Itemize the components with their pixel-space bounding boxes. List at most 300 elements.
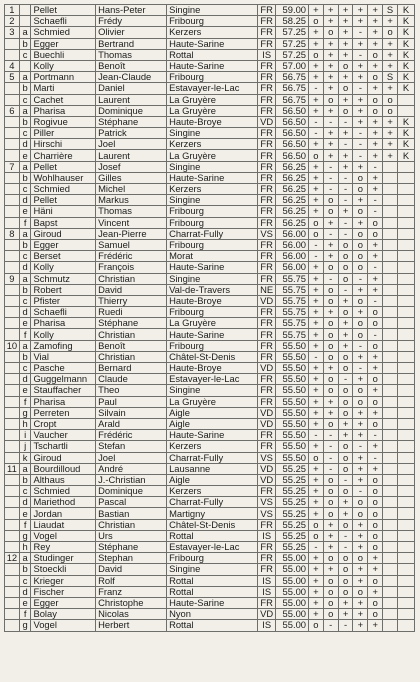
- s5-cell: -: [368, 430, 383, 441]
- s3-cell: -: [338, 374, 353, 385]
- first-name-cell: Christian: [96, 329, 167, 340]
- s4-cell: -: [353, 340, 368, 351]
- s2-cell: +: [323, 564, 338, 575]
- flag-cell: [397, 452, 414, 463]
- score-cell: 55.00: [276, 620, 309, 631]
- rank-cell: [5, 430, 20, 441]
- rank-cell: [5, 542, 20, 553]
- rank-cell: [5, 497, 20, 508]
- s1-cell: o: [309, 530, 324, 541]
- flag-cell: [397, 474, 414, 485]
- s5-cell: +: [368, 172, 383, 183]
- club-cell: Haute-Sarine: [167, 60, 258, 71]
- score-cell: 56.25: [276, 184, 309, 195]
- sub-cell: d: [19, 374, 31, 385]
- s2-cell: o: [323, 329, 338, 340]
- flag-cell: [397, 94, 414, 105]
- sub-cell: [19, 60, 31, 71]
- s1-cell: +: [309, 463, 324, 474]
- flag-cell: [397, 329, 414, 340]
- flag-cell: K: [397, 27, 414, 38]
- s1-cell: +: [309, 172, 324, 183]
- club-cell: Haute-Broye: [167, 363, 258, 374]
- s1-cell: +: [309, 508, 324, 519]
- first-name-cell: Ruedi: [96, 307, 167, 318]
- s4-cell: o: [353, 497, 368, 508]
- s6-cell: [383, 184, 398, 195]
- last-name-cell: Pharisa: [31, 396, 96, 407]
- s3-cell: +: [338, 329, 353, 340]
- s4-cell: o: [353, 396, 368, 407]
- rank-cell: [5, 486, 20, 497]
- s3-cell: -: [338, 474, 353, 485]
- score-cell: 57.25: [276, 27, 309, 38]
- club-cell: Fribourg: [167, 340, 258, 351]
- sub-cell: g: [19, 530, 31, 541]
- club-cell: Haute-Sarine: [167, 262, 258, 273]
- s4-cell: +: [353, 474, 368, 485]
- s3-cell: +: [338, 430, 353, 441]
- s6-cell: o: [383, 94, 398, 105]
- table-row: [5, 340, 415, 351]
- s5-cell: o: [368, 597, 383, 608]
- s1-cell: +: [309, 262, 324, 273]
- s1-cell: o: [309, 217, 324, 228]
- flag-cell: K: [397, 72, 414, 83]
- s6-cell: [383, 519, 398, 530]
- s4-cell: o: [353, 586, 368, 597]
- s4-cell: o: [353, 228, 368, 239]
- s6-cell: [383, 385, 398, 396]
- s5-cell: +: [368, 407, 383, 418]
- s4-cell: +: [353, 38, 368, 49]
- s1-cell: -: [309, 83, 324, 94]
- table-row: [5, 553, 415, 564]
- country-cell: FR: [258, 239, 276, 250]
- sub-cell: g: [19, 620, 31, 631]
- flag-cell: [397, 407, 414, 418]
- first-name-cell: Benoît: [96, 340, 167, 351]
- rank-cell: [5, 530, 20, 541]
- sub-cell: c: [19, 486, 31, 497]
- table-row: [5, 228, 415, 239]
- s1-cell: o: [309, 519, 324, 530]
- s6-cell: [383, 430, 398, 441]
- first-name-cell: Patrick: [96, 128, 167, 139]
- first-name-cell: David: [96, 284, 167, 295]
- club-cell: Charrat-Fully: [167, 497, 258, 508]
- s3-cell: o: [338, 519, 353, 530]
- table-row: [5, 620, 415, 631]
- s3-cell: +: [338, 49, 353, 60]
- s4-cell: +: [353, 597, 368, 608]
- score-cell: 55.50: [276, 407, 309, 418]
- table-row: [5, 116, 415, 127]
- country-cell: IS: [258, 620, 276, 631]
- last-name-cell: Studinger: [31, 553, 96, 564]
- flag-cell: [397, 508, 414, 519]
- club-cell: Fribourg: [167, 239, 258, 250]
- country-cell: FR: [258, 60, 276, 71]
- s3-cell: +: [338, 128, 353, 139]
- table-row: [5, 161, 415, 172]
- s1-cell: +: [309, 474, 324, 485]
- s6-cell: [383, 542, 398, 553]
- last-name-cell: Egger: [31, 597, 96, 608]
- s3-cell: +: [338, 16, 353, 27]
- s4-cell: o: [353, 251, 368, 262]
- s1-cell: -: [309, 251, 324, 262]
- s2-cell: -: [323, 430, 338, 441]
- s2-cell: +: [323, 363, 338, 374]
- first-name-cell: Pascal: [96, 497, 167, 508]
- table-row: [5, 217, 415, 228]
- last-name-cell: Bolay: [31, 609, 96, 620]
- table-row: [5, 284, 415, 295]
- first-name-cell: Stéphane: [96, 116, 167, 127]
- score-cell: 55.25: [276, 463, 309, 474]
- s6-cell: +: [383, 150, 398, 161]
- table-row: [5, 307, 415, 318]
- rank-cell: [5, 284, 20, 295]
- sub-cell: b: [19, 474, 31, 485]
- country-cell: NE: [258, 284, 276, 295]
- last-name-cell: Häni: [31, 206, 96, 217]
- s6-cell: [383, 586, 398, 597]
- table-row: [5, 497, 415, 508]
- flag-cell: [397, 463, 414, 474]
- s1-cell: +: [309, 407, 324, 418]
- rank-cell: [5, 385, 20, 396]
- s4-cell: o: [353, 239, 368, 250]
- rank-cell: [5, 262, 20, 273]
- s6-cell: +: [383, 128, 398, 139]
- score-cell: 57.25: [276, 49, 309, 60]
- s2-cell: o: [323, 284, 338, 295]
- club-cell: La Gruyère: [167, 396, 258, 407]
- s3-cell: o: [338, 262, 353, 273]
- s1-cell: +: [309, 396, 324, 407]
- s6-cell: +: [383, 49, 398, 60]
- s4-cell: -: [353, 49, 368, 60]
- last-name-cell: Schmied: [31, 486, 96, 497]
- last-name-cell: Liaudat: [31, 519, 96, 530]
- table-row: [5, 5, 415, 16]
- flag-cell: K: [397, 150, 414, 161]
- s2-cell: o: [323, 206, 338, 217]
- score-cell: 57.00: [276, 60, 309, 71]
- last-name-cell: Marti: [31, 83, 96, 94]
- s1-cell: +: [309, 553, 324, 564]
- sub-cell: a: [19, 161, 31, 172]
- club-cell: Charrat-Fully: [167, 452, 258, 463]
- sub-cell: a: [19, 273, 31, 284]
- s3-cell: o: [338, 351, 353, 362]
- club-cell: Aigle: [167, 474, 258, 485]
- flag-cell: [397, 385, 414, 396]
- table-row: [5, 72, 415, 83]
- club-cell: La Gruyère: [167, 150, 258, 161]
- s4-cell: +: [353, 542, 368, 553]
- country-cell: FR: [258, 564, 276, 575]
- s2-cell: o: [323, 486, 338, 497]
- country-cell: IS: [258, 586, 276, 597]
- score-cell: 55.75: [276, 329, 309, 340]
- sub-cell: f: [19, 329, 31, 340]
- last-name-cell: Pellet: [31, 161, 96, 172]
- sub-cell: d: [19, 262, 31, 273]
- table-row: [5, 609, 415, 620]
- sub-cell: e: [19, 318, 31, 329]
- s1-cell: +: [309, 206, 324, 217]
- s3-cell: o: [338, 452, 353, 463]
- s1-cell: -: [309, 430, 324, 441]
- score-cell: 56.25: [276, 161, 309, 172]
- s3-cell: +: [338, 295, 353, 306]
- table-row: [5, 441, 415, 452]
- s6-cell: [383, 374, 398, 385]
- first-name-cell: Vincent: [96, 217, 167, 228]
- sub-cell: a: [19, 105, 31, 116]
- s4-cell: -: [353, 441, 368, 452]
- flag-cell: [397, 575, 414, 586]
- table-row: [5, 184, 415, 195]
- score-cell: 55.75: [276, 284, 309, 295]
- s5-cell: +: [368, 586, 383, 597]
- table-row: [5, 273, 415, 284]
- s1-cell: +: [309, 184, 324, 195]
- s1-cell: o: [309, 620, 324, 631]
- country-cell: FR: [258, 385, 276, 396]
- s5-cell: o: [368, 486, 383, 497]
- s6-cell: [383, 239, 398, 250]
- table-row: [5, 530, 415, 541]
- s3-cell: +: [338, 27, 353, 38]
- score-cell: 56.50: [276, 139, 309, 150]
- table-row: [5, 27, 415, 38]
- flag-cell: [397, 430, 414, 441]
- sub-cell: d: [19, 139, 31, 150]
- s6-cell: [383, 251, 398, 262]
- s2-cell: +: [323, 5, 338, 16]
- s4-cell: +: [353, 620, 368, 631]
- country-cell: FR: [258, 5, 276, 16]
- score-cell: 55.25: [276, 508, 309, 519]
- s5-cell: o: [368, 609, 383, 620]
- sub-cell: c: [19, 363, 31, 374]
- table-row: [5, 195, 415, 206]
- table-row: [5, 318, 415, 329]
- country-cell: FR: [258, 329, 276, 340]
- s1-cell: +: [309, 329, 324, 340]
- table-row: [5, 150, 415, 161]
- s1-cell: +: [309, 597, 324, 608]
- sub-cell: a: [19, 228, 31, 239]
- score-cell: 55.75: [276, 273, 309, 284]
- country-cell: FR: [258, 206, 276, 217]
- club-cell: Haute-Sarine: [167, 597, 258, 608]
- flag-cell: [397, 441, 414, 452]
- country-cell: FR: [258, 441, 276, 452]
- club-cell: Fribourg: [167, 553, 258, 564]
- s3-cell: o: [338, 407, 353, 418]
- s1-cell: +: [309, 139, 324, 150]
- s4-cell: +: [353, 5, 368, 16]
- table-row: [5, 564, 415, 575]
- flag-cell: [397, 184, 414, 195]
- last-name-cell: Althaus: [31, 474, 96, 485]
- flag-cell: [397, 195, 414, 206]
- last-name-cell: Cachet: [31, 94, 96, 105]
- score-cell: 55.50: [276, 374, 309, 385]
- s6-cell: [383, 228, 398, 239]
- s5-cell: o: [368, 72, 383, 83]
- country-cell: FR: [258, 195, 276, 206]
- first-name-cell: Theo: [96, 385, 167, 396]
- first-name-cell: Frédy: [96, 16, 167, 27]
- first-name-cell: Benoît: [96, 60, 167, 71]
- first-name-cell: Joel: [96, 139, 167, 150]
- club-cell: Haute-Sarine: [167, 430, 258, 441]
- s4-cell: o: [353, 295, 368, 306]
- s2-cell: o: [323, 94, 338, 105]
- flag-cell: [397, 161, 414, 172]
- sub-cell: c: [19, 295, 31, 306]
- club-cell: Singine: [167, 273, 258, 284]
- club-cell: La Gruyère: [167, 105, 258, 116]
- s2-cell: +: [323, 519, 338, 530]
- flag-cell: [397, 564, 414, 575]
- s1-cell: +: [309, 318, 324, 329]
- flag-cell: K: [397, 49, 414, 60]
- s2-cell: o: [323, 597, 338, 608]
- s6-cell: [383, 452, 398, 463]
- last-name-cell: Vial: [31, 351, 96, 362]
- club-cell: Kerzers: [167, 139, 258, 150]
- rank-cell: [5, 184, 20, 195]
- s5-cell: o: [368, 340, 383, 351]
- flag-cell: [397, 586, 414, 597]
- s2-cell: -: [323, 116, 338, 127]
- s6-cell: [383, 407, 398, 418]
- s3-cell: +: [338, 72, 353, 83]
- sub-cell: h: [19, 542, 31, 553]
- sub-cell: b: [19, 351, 31, 362]
- country-cell: VD: [258, 463, 276, 474]
- club-cell: Haute-Sarine: [167, 172, 258, 183]
- s5-cell: o: [368, 105, 383, 116]
- s4-cell: +: [353, 430, 368, 441]
- score-cell: 55.50: [276, 340, 309, 351]
- s5-cell: +: [368, 553, 383, 564]
- table-row: [5, 128, 415, 139]
- s2-cell: +: [323, 307, 338, 318]
- rank-cell: [5, 519, 20, 530]
- club-cell: Rottal: [167, 575, 258, 586]
- s2-cell: -: [323, 441, 338, 452]
- sub-cell: b: [19, 38, 31, 49]
- s5-cell: +: [368, 441, 383, 452]
- country-cell: FR: [258, 217, 276, 228]
- first-name-cell: Stefan: [96, 441, 167, 452]
- table-row: [5, 474, 415, 485]
- first-name-cell: Bastian: [96, 508, 167, 519]
- country-cell: FR: [258, 542, 276, 553]
- club-cell: Singine: [167, 5, 258, 16]
- table-row: [5, 385, 415, 396]
- last-name-cell: Schaefli: [31, 16, 96, 27]
- last-name-cell: Giroud: [31, 452, 96, 463]
- last-name-cell: Stoeckli: [31, 564, 96, 575]
- country-cell: FR: [258, 16, 276, 27]
- s1-cell: +: [309, 307, 324, 318]
- sub-cell: d: [19, 195, 31, 206]
- first-name-cell: Thierry: [96, 295, 167, 306]
- rank-cell: [5, 295, 20, 306]
- s1-cell: o: [309, 228, 324, 239]
- last-name-cell: Pharisa: [31, 105, 96, 116]
- s6-cell: [383, 351, 398, 362]
- s4-cell: +: [353, 351, 368, 362]
- flag-cell: [397, 307, 414, 318]
- s4-cell: +: [353, 407, 368, 418]
- sub-cell: a: [19, 72, 31, 83]
- last-name-cell: Rogivue: [31, 116, 96, 127]
- table-row: [5, 49, 415, 60]
- flag-cell: [397, 530, 414, 541]
- rank-cell: 5: [5, 72, 20, 83]
- s4-cell: +: [353, 463, 368, 474]
- score-cell: 55.50: [276, 418, 309, 429]
- last-name-cell: Berset: [31, 251, 96, 262]
- table-row: [5, 60, 415, 71]
- s6-cell: [383, 609, 398, 620]
- s6-cell: [383, 575, 398, 586]
- rank-cell: [5, 474, 20, 485]
- country-cell: FR: [258, 38, 276, 49]
- score-cell: 55.25: [276, 519, 309, 530]
- rank-cell: 12: [5, 553, 20, 564]
- s2-cell: -: [323, 172, 338, 183]
- country-cell: VS: [258, 228, 276, 239]
- s3-cell: -: [338, 184, 353, 195]
- s4-cell: +: [353, 564, 368, 575]
- first-name-cell: Claude: [96, 374, 167, 385]
- club-cell: Val-de-Travers: [167, 284, 258, 295]
- score-cell: 55.25: [276, 530, 309, 541]
- flag-cell: [397, 597, 414, 608]
- s2-cell: +: [323, 128, 338, 139]
- flag-cell: K: [397, 139, 414, 150]
- country-cell: FR: [258, 161, 276, 172]
- s6-cell: [383, 564, 398, 575]
- s4-cell: +: [353, 94, 368, 105]
- country-cell: FR: [258, 374, 276, 385]
- sub-cell: k: [19, 452, 31, 463]
- s1-cell: +: [309, 105, 324, 116]
- rank-cell: [5, 38, 20, 49]
- score-cell: 55.25: [276, 542, 309, 553]
- country-cell: VS: [258, 508, 276, 519]
- s1-cell: o: [309, 49, 324, 60]
- first-name-cell: Rolf: [96, 575, 167, 586]
- first-name-cell: Frédéric: [96, 430, 167, 441]
- flag-cell: K: [397, 16, 414, 27]
- first-name-cell: Laurent: [96, 150, 167, 161]
- s3-cell: -: [338, 228, 353, 239]
- s3-cell: o: [338, 363, 353, 374]
- table-row: [5, 407, 415, 418]
